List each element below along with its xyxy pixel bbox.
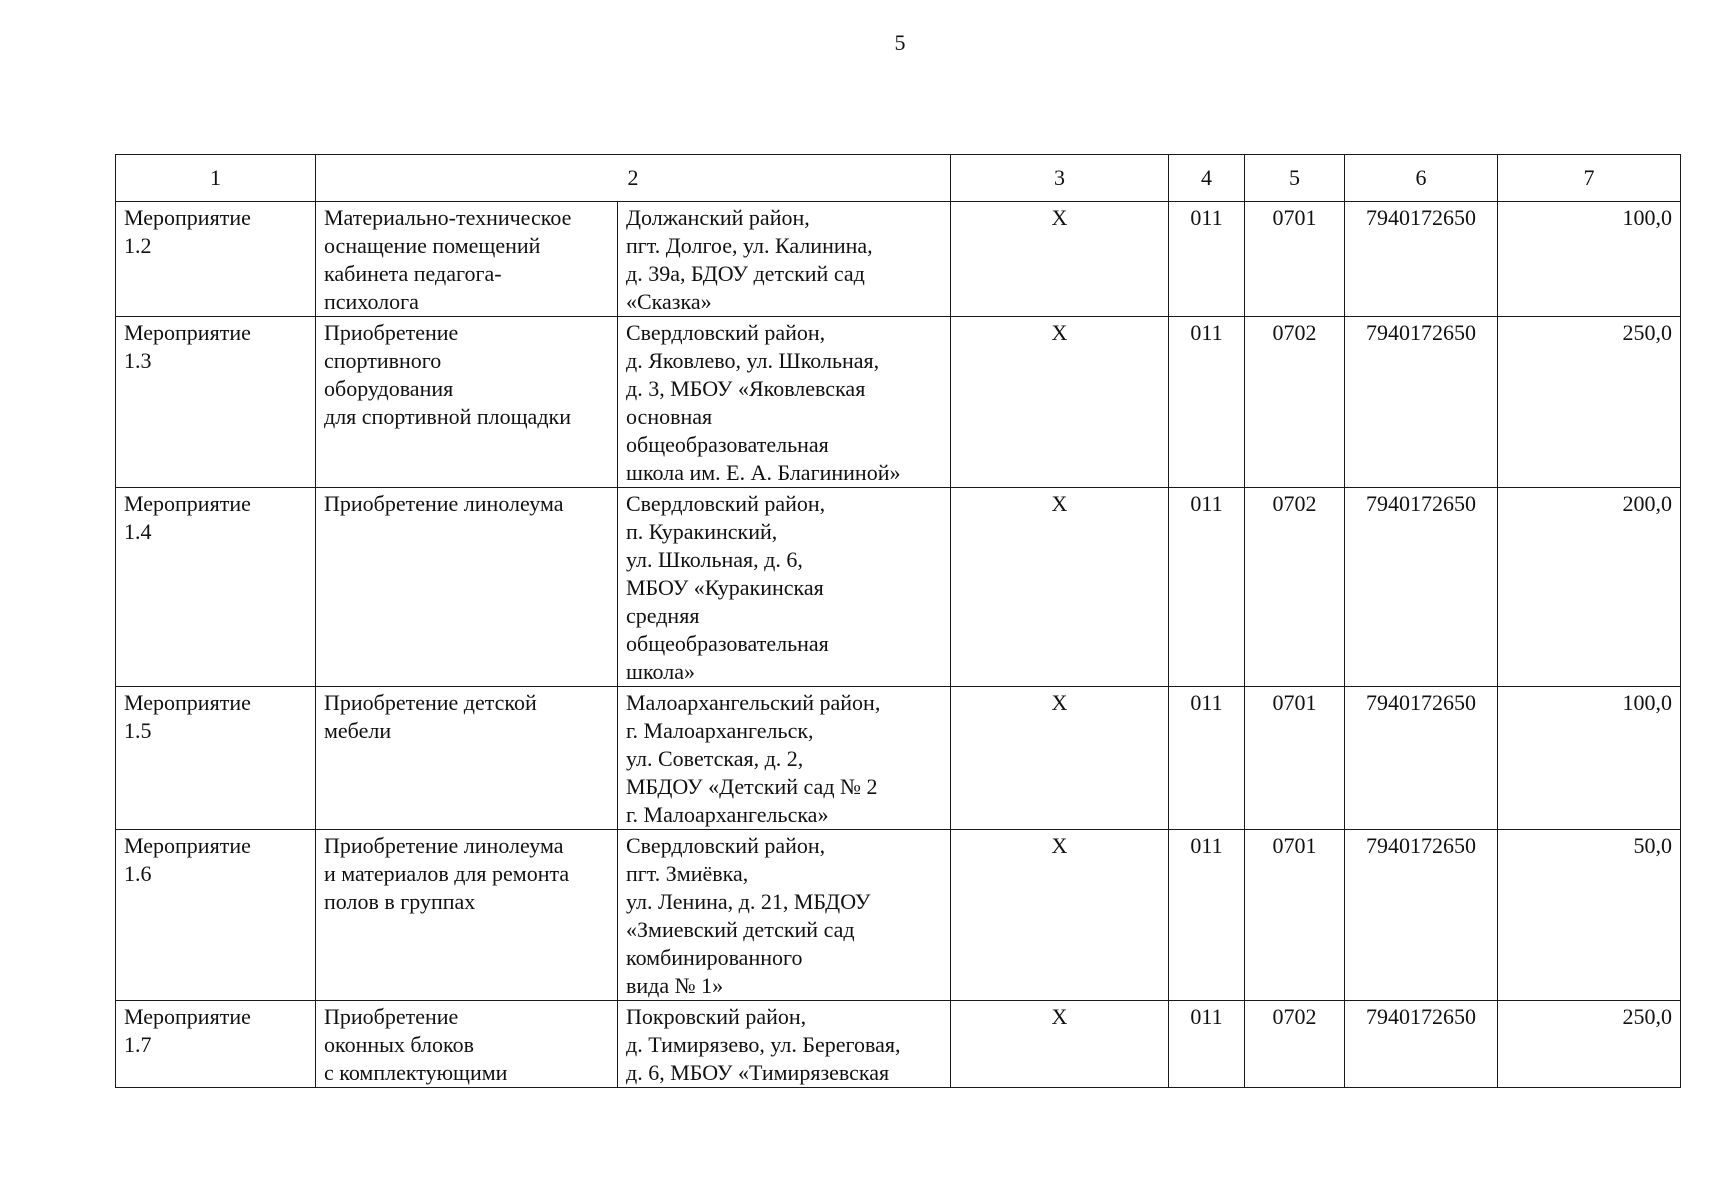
amount-cell: 250,0 xyxy=(1498,1001,1681,1088)
description-cell-line: с комплектующими xyxy=(324,1060,508,1085)
col4-cell: 011 xyxy=(1169,687,1245,830)
description-cell xyxy=(316,317,618,488)
location-cell-line: «Сказка» xyxy=(626,289,712,314)
location-cell-line: средняя xyxy=(626,603,700,628)
event-cell-line: 1.2 xyxy=(124,233,152,258)
description-cell-line: кабинета педагога- xyxy=(324,261,502,286)
header-col-1: 1 xyxy=(116,155,316,202)
table-row xyxy=(116,830,1681,1001)
event-cell xyxy=(116,687,316,830)
location-cell-line: д. 3, МБОУ «Яковлевская xyxy=(626,376,866,401)
col3-cell: Х xyxy=(951,1001,1169,1088)
event-cell-line: 1.5 xyxy=(124,718,152,743)
description-cell-line: оснащение помещений xyxy=(324,233,541,258)
event-cell-line: Мероприятие xyxy=(124,833,251,858)
event-cell-line: 1.3 xyxy=(124,348,152,373)
location-cell-line: «Змиевский детский сад xyxy=(626,917,855,942)
code-cell: 7940172650 xyxy=(1345,687,1498,830)
col5-cell: 0702 xyxy=(1245,317,1345,488)
col5-cell: 0701 xyxy=(1245,202,1345,317)
description-cell xyxy=(316,1001,618,1088)
code-cell: 7940172650 xyxy=(1345,488,1498,687)
col4-cell: 011 xyxy=(1169,202,1245,317)
table-body xyxy=(116,202,1681,1088)
col4-cell: 011 xyxy=(1169,1001,1245,1088)
description-cell-line: Приобретение линолеума xyxy=(324,491,564,516)
location-cell-line: д. Яковлево, ул. Школьная, xyxy=(626,348,880,373)
col3-cell: Х xyxy=(951,202,1169,317)
amount-cell: 100,0 xyxy=(1498,202,1681,317)
description-cell-line: и материалов для ремонта xyxy=(324,861,570,886)
description-cell-line: спортивного xyxy=(324,348,442,373)
budget-table xyxy=(115,154,1681,1088)
header-col-7: 7 xyxy=(1498,155,1681,202)
location-cell-line: общеобразовательная xyxy=(626,631,829,656)
description-cell xyxy=(316,687,618,830)
code-cell: 7940172650 xyxy=(1345,202,1498,317)
code-cell: 7940172650 xyxy=(1345,830,1498,1001)
description-cell xyxy=(316,488,618,687)
event-cell xyxy=(116,488,316,687)
col4-cell: 011 xyxy=(1169,830,1245,1001)
location-cell-line: пгт. Долгое, ул. Калинина, xyxy=(626,233,873,258)
description-cell-line: Приобретение линолеума xyxy=(324,833,564,858)
page-number: 5 xyxy=(894,30,906,55)
col4-cell: 011 xyxy=(1169,488,1245,687)
location-cell-line: общеобразовательная xyxy=(626,432,829,457)
header-col-4: 4 xyxy=(1169,155,1245,202)
amount-cell: 100,0 xyxy=(1498,687,1681,830)
location-cell-line: ул. Советская, д. 2, xyxy=(626,746,804,771)
col5-cell: 0701 xyxy=(1245,687,1345,830)
location-cell-line: МБДОУ «Детский сад № 2 xyxy=(626,774,878,799)
table-row xyxy=(116,202,1681,317)
location-cell-line: д. 6, МБОУ «Тимирязевская xyxy=(626,1060,890,1085)
location-cell-line: ул. Школьная, д. 6, xyxy=(626,547,803,572)
col5-cell: 0702 xyxy=(1245,1001,1345,1088)
location-cell-line: основная xyxy=(626,404,713,429)
location-cell xyxy=(618,830,951,1001)
location-cell xyxy=(618,1001,951,1088)
header-col-2: 2 xyxy=(316,155,951,202)
location-cell-line: МБОУ «Куракинская xyxy=(626,575,824,600)
location-cell-line: п. Куракинский, xyxy=(626,519,778,544)
code-cell: 7940172650 xyxy=(1345,317,1498,488)
description-cell xyxy=(316,830,618,1001)
col5-cell: 0702 xyxy=(1245,488,1345,687)
location-cell-line: д. 39а, БДОУ детский сад xyxy=(626,261,865,286)
event-cell-line: Мероприятие xyxy=(124,205,251,230)
location-cell-line: школа» xyxy=(626,659,695,684)
description-cell-line: психолога xyxy=(324,289,419,314)
location-cell-line: вида № 1» xyxy=(626,973,724,998)
event-cell xyxy=(116,1001,316,1088)
event-cell xyxy=(116,830,316,1001)
event-cell-line: Мероприятие xyxy=(124,690,251,715)
description-cell-line: Приобретение xyxy=(324,320,459,345)
code-cell: 7940172650 xyxy=(1345,1001,1498,1088)
location-cell-line: комбинированного xyxy=(626,945,803,970)
event-cell-line: Мероприятие xyxy=(124,491,251,516)
event-cell-line: 1.6 xyxy=(124,861,152,886)
description-cell-line: оборудования xyxy=(324,376,454,401)
event-cell xyxy=(116,202,316,317)
location-cell-line: д. Тимирязево, ул. Береговая, xyxy=(626,1032,901,1057)
location-cell-line: Свердловский район, xyxy=(626,833,826,858)
description-cell-line: Приобретение xyxy=(324,1004,459,1029)
description-cell-line: оконных блоков xyxy=(324,1032,474,1057)
event-cell xyxy=(116,317,316,488)
location-cell-line: г. Малоархангельск, xyxy=(626,718,814,743)
event-cell-line: 1.4 xyxy=(124,519,152,544)
location-cell-line: Должанский район, xyxy=(626,205,810,230)
header-row xyxy=(116,155,1681,202)
header-col-5: 5 xyxy=(1245,155,1345,202)
table-row xyxy=(116,317,1681,488)
description-cell-line: для спортивной площадки xyxy=(324,404,571,429)
col3-cell: Х xyxy=(951,687,1169,830)
description-cell-line: Материально-техническое xyxy=(324,205,572,230)
description-cell-line: полов в группах xyxy=(324,889,476,914)
amount-cell: 50,0 xyxy=(1498,830,1681,1001)
location-cell xyxy=(618,202,951,317)
amount-cell: 200,0 xyxy=(1498,488,1681,687)
location-cell xyxy=(618,687,951,830)
location-cell-line: школа им. Е. А. Благининой» xyxy=(626,460,901,485)
col3-cell: Х xyxy=(951,830,1169,1001)
location-cell-line: Свердловский район, xyxy=(626,320,826,345)
description-cell xyxy=(316,202,618,317)
location-cell-line: ул. Ленина, д. 21, МБДОУ xyxy=(626,889,871,914)
location-cell-line: Малоархангельский район, xyxy=(626,690,881,715)
col5-cell: 0701 xyxy=(1245,830,1345,1001)
location-cell-line: Покровский район, xyxy=(626,1004,807,1029)
description-cell-line: мебели xyxy=(324,718,392,743)
event-cell-line: Мероприятие xyxy=(124,320,251,345)
table-row xyxy=(116,687,1681,830)
location-cell-line: Свердловский район, xyxy=(626,491,826,516)
location-cell-line: г. Малоархангельска» xyxy=(626,802,829,827)
description-cell-line: Приобретение детской xyxy=(324,690,537,715)
table-row xyxy=(116,1001,1681,1088)
table-row xyxy=(116,488,1681,687)
location-cell-line: пгт. Змиёвка, xyxy=(626,861,749,886)
header-col-6: 6 xyxy=(1345,155,1498,202)
header-col-3: 3 xyxy=(951,155,1169,202)
col3-cell: Х xyxy=(951,488,1169,687)
amount-cell: 250,0 xyxy=(1498,317,1681,488)
location-cell xyxy=(618,488,951,687)
col3-cell: Х xyxy=(951,317,1169,488)
location-cell xyxy=(618,317,951,488)
col4-cell: 011 xyxy=(1169,317,1245,488)
event-cell-line: 1.7 xyxy=(124,1032,152,1057)
event-cell-line: Мероприятие xyxy=(124,1004,251,1029)
